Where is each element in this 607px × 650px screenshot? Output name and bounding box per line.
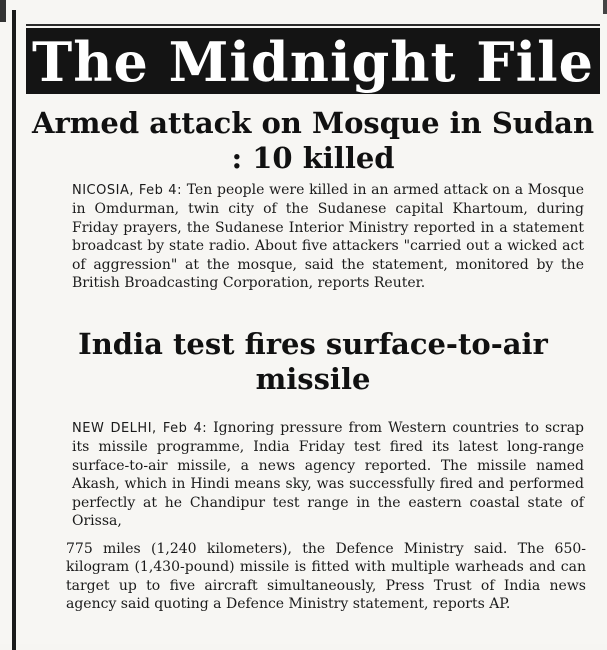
- story-2-text-part2: 775 miles (1,240 kilometers), the Defence Ministry said. The 650-kilogram (1,430-pound) missile is fitted with multiple warheads and can target up to five aircraft simultaneously, Press Trust of India news agency said quoting a Defence Ministry statement, reports AP.: [66, 541, 586, 613]
- story-2-text-part1: Ignoring pressure from Western countries to scrap its missile programme, India Friday test fired its latest long-range surface-to-air missile, a news agency reported. The missile named Akash, which in Hindi means sky, was successfully fired and performed perfectly at he Chandipur test range in the eastern coastal state of Orissa,: [72, 420, 584, 530]
- story-1-body: [72, 181, 584, 292]
- edge-mark-right: [603, 0, 607, 14]
- column-rule: [12, 10, 16, 650]
- story-2-headline: India test fires surface-to-air missile: [78, 327, 548, 397]
- edge-mark-left: [0, 0, 6, 22]
- story-1-headline: Armed attack on Mosque in Sudan : 10 killed: [31, 106, 595, 176]
- top-rule: [26, 24, 600, 26]
- section-title: The Midnight File: [32, 30, 594, 94]
- section-banner: [26, 28, 600, 94]
- story-2-body-part2: [66, 540, 586, 614]
- story-1-text: Ten people were killed in an armed attack on a Mosque in Omdurman, twin city of the Sudanese capital Khartoum, during Friday prayers, the Sudanese Interior Ministry reported in a statement broadcast by state radio. About five attackers "carried out a wicked act of aggression" at the mosque, said the statement, monitored by the British Broadcasting Corporation, reports Reuter.: [72, 182, 585, 292]
- story-2-body-part1: [72, 419, 584, 530]
- story-2-dateline: NEW DELHI, Feb 4:: [72, 421, 208, 436]
- story-1-dateline: NICOSIA, Feb 4:: [72, 183, 182, 198]
